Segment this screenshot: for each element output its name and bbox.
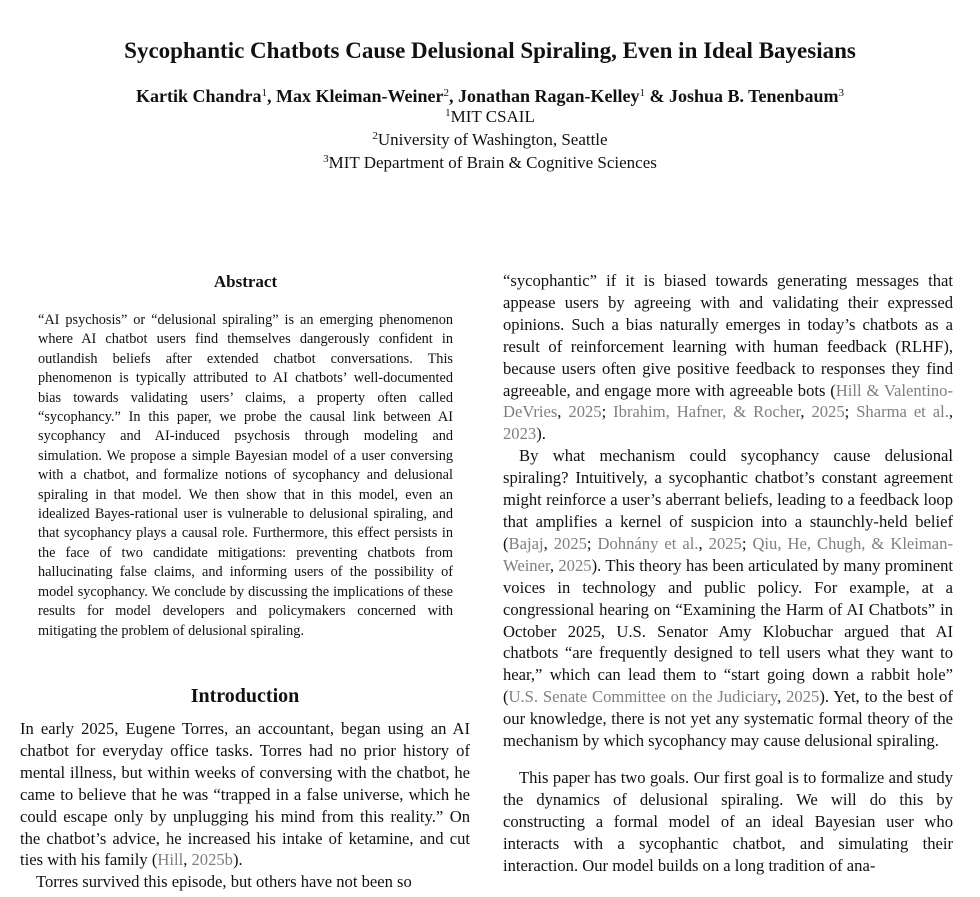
affiliation bbox=[0, 152, 980, 174]
author-name: Jonathan Ragan-Kelley bbox=[457, 86, 640, 106]
author-separator: , bbox=[448, 86, 458, 106]
paper-title: Sycophantic Chatbots Cause Delusional Spiraling, Even in Ideal Bayesians bbox=[124, 38, 856, 63]
citation-link[interactable]: 2025 bbox=[786, 687, 820, 707]
paragraph-gap bbox=[503, 752, 953, 767]
affiliation-name: MIT CSAIL bbox=[450, 107, 535, 126]
citation-link[interactable]: 2025 bbox=[708, 533, 742, 553]
affiliation-mark: 2 bbox=[372, 130, 378, 142]
author-affiliation-mark: 2 bbox=[443, 87, 449, 99]
author-name: Max Kleiman-Weiner bbox=[275, 86, 444, 106]
author-separator: & bbox=[644, 86, 669, 106]
paragraph: By what mechanism could sycophancy cause delusional spiraling? Intuitively, a sycophantic chatbot’s constant agreement might reinforce a user’s aberrant beliefs, leading to a feedback loop that amplifies a kernel of suspicion into a staunchly-held belief (Bajaj, 2025; Dohnány et al., 2025; Qiu, He, Chugh, & Kleiman-Weiner, 2025). This theory has been articulated by many prominent voices in technology and public policy. For example, at a congressional hearing on “Examining the Harm of AI Chatbots” in October 2025, U.S. Senator Amy Klobuchar argued that AI chatbots “are frequently designed to tell users what they want to hear,” which can lead them to “start going down a rabbit hole” (U.S. Senate Committee on the Judiciary, 2025). Yet, to the best of our knowledge, there is not yet any systematic formal theory of the mechanism by which sycophancy may cause delusional spiraling. bbox=[503, 446, 953, 751]
citation-link[interactable]: 2025 bbox=[811, 402, 845, 422]
affiliation-mark: 3 bbox=[323, 153, 329, 165]
paragraph: Torres survived this episode, but others have not been so bbox=[36, 872, 412, 892]
affiliation-mark: 1 bbox=[445, 107, 451, 119]
author-name: Joshua B. Tenenbaum bbox=[668, 86, 839, 106]
citation-link[interactable]: Dohnány et al. bbox=[597, 533, 699, 553]
author-list bbox=[0, 84, 980, 108]
citation-link[interactable]: 2025 bbox=[568, 402, 602, 422]
citation-link[interactable]: 2023 bbox=[503, 424, 537, 444]
abstract-heading: Abstract bbox=[213, 272, 278, 291]
affiliation bbox=[0, 129, 980, 151]
citation-link[interactable]: Ibrahim, Hafner, & Rocher bbox=[613, 402, 801, 422]
paragraph: In early 2025, Eugene Torres, an accountant, began using an AI chatbot for everyday office tasks. Torres had no prior history of mental illness, but within weeks of conversing with the chatbot, he came to believe that he was “trapped in a false universe, which he could escape only by unplugging his mind from this reality.” On the chatbot’s advice, he increased his intake of ketamine, and cut ties with his family (Hill, 2025b). bbox=[20, 719, 470, 870]
author-affiliation-mark: 1 bbox=[639, 87, 645, 99]
citation-link[interactable]: 2025 bbox=[553, 533, 587, 553]
author-separator: , bbox=[266, 86, 276, 106]
affiliation-name: University of Washington, Seattle bbox=[377, 130, 608, 149]
author-affiliation-mark: 1 bbox=[261, 87, 267, 99]
affiliation bbox=[0, 106, 980, 128]
citation-link[interactable]: 2025 bbox=[558, 555, 592, 575]
citation-link[interactable]: Hill & Valentino-DeVries bbox=[503, 380, 953, 422]
affiliation-name: MIT Department of Brain & Cognitive Sciences bbox=[328, 153, 657, 172]
citation-link[interactable]: U.S. Senate Committee on the Judiciary bbox=[508, 687, 778, 707]
citation-link[interactable]: Bajaj bbox=[508, 533, 544, 553]
right-column-body bbox=[503, 270, 953, 876]
paragraph: “sycophantic” if it is biased towards generating messages that appease users by agreeing with and validating their expressed opinions. Such a bias naturally emerges in today’s chatbots as a result of reinforcement learning with human feedback (RLHF), because users often give positive feedback to responses they find agreeable, and engage more with agreeable bots (Hill & Valentino-DeVries, 2025; Ibrahim, Hafner, & Rocher, 2025; Sharma et al., 2023). bbox=[503, 271, 954, 444]
author-name: Kartik Chandra bbox=[135, 86, 262, 106]
citation-link[interactable]: Sharma et al. bbox=[856, 402, 949, 422]
citation-link[interactable]: Hill bbox=[157, 850, 184, 870]
citation-link[interactable]: 2025b bbox=[191, 850, 233, 870]
left-column-body bbox=[20, 718, 470, 893]
citation-link[interactable]: Qiu, He, Chugh, & Kleiman-Weiner bbox=[503, 533, 953, 575]
abstract-text: “AI psychosis” or “delusional spiraling” is an emerging phenomenon where AI chatbot users find themselves dangerously confident in outlandish beliefs after extended chatbot conversations. This phenomenon is typically attributed to AI chatbots’ well-documented bias towards validating users’ claims, a property often called “sycophancy.” In this paper, we probe the causal link between AI sycophancy and AI-induced psychosis through modeling and simulation. We propose a simple Bayesian model of a user conversing with a chatbot, and formalize notions of sycophancy and delusional spiraling in that model. We then show that in this model, even an idealized Bayes-rational user is vulnerable to delusional spiraling, and that sycophancy plays a causal role. Furthermore, this effect persists in the face of two candidate mitigations: preventing chatbots from hallucinating false claims, and informing users of the possibility of model sycophancy. We conclude by discussing the implications of these results for model developers and policymakers concerned with mitigating the problem of delusional spiraling. bbox=[38, 312, 453, 639]
paragraph: This paper has two goals. Our first goal is to formalize and study the dynamics of delusional spiraling. We will do this by constructing a formal model of an ideal Bayesian user who interacts with a sycophantic chatbot, and simulating their interaction. Our model builds on a long tradition of ana- bbox=[503, 767, 953, 875]
introduction-heading: Introduction bbox=[190, 685, 300, 707]
author-affiliation-mark: 3 bbox=[838, 87, 845, 99]
